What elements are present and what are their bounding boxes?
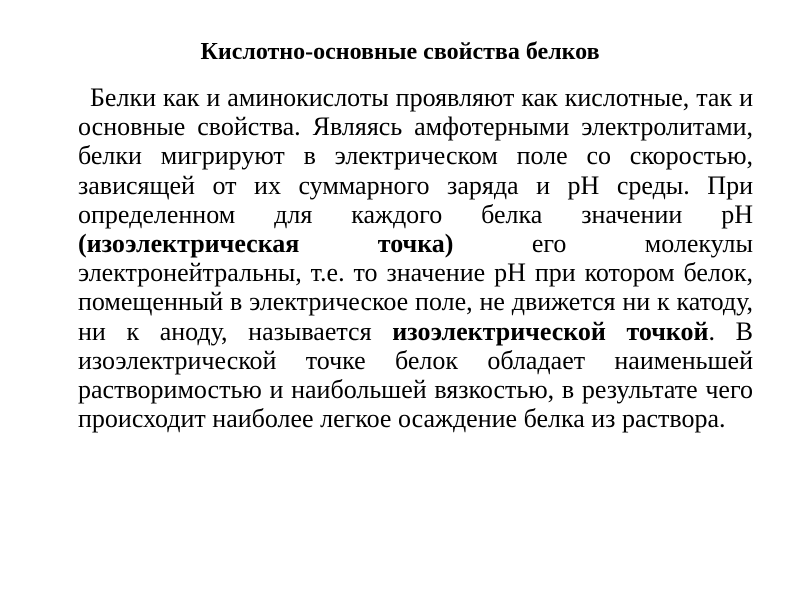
paragraph-text-part-2: его молекулы электронейтральны, т.е. то значение pH при котором белок, помещенный в электрическое поле, не движется ни к катоду, ни к аноду, называется (78, 229, 753, 346)
term-isoelectric-point: изоэлектрической точкой (392, 316, 709, 346)
paragraph-text-part-1: Белки как и аминокислоты проявляют как кислотные, так и основные свойства. Являясь амфотерными электролитами, белки мигрируют в электрическом поле со скоростью, зависящей от их суммарного заряда и pH среды. При определенном для каждого белка значении pH (78, 83, 753, 229)
slide-title: Кислотно-основные свойства белков (200, 39, 600, 65)
body-paragraph (78, 83, 753, 433)
term-isoelectric-point-parenthetical: (изоэлектрическая точка) (78, 229, 454, 259)
paragraph-text-part-3: . В изоэлектрической точке белок обладает наименьшей растворимостью и наибольшей вязкостью, в результате чего происходит наиболее легкое осаждение белка из раствора. (78, 316, 753, 434)
